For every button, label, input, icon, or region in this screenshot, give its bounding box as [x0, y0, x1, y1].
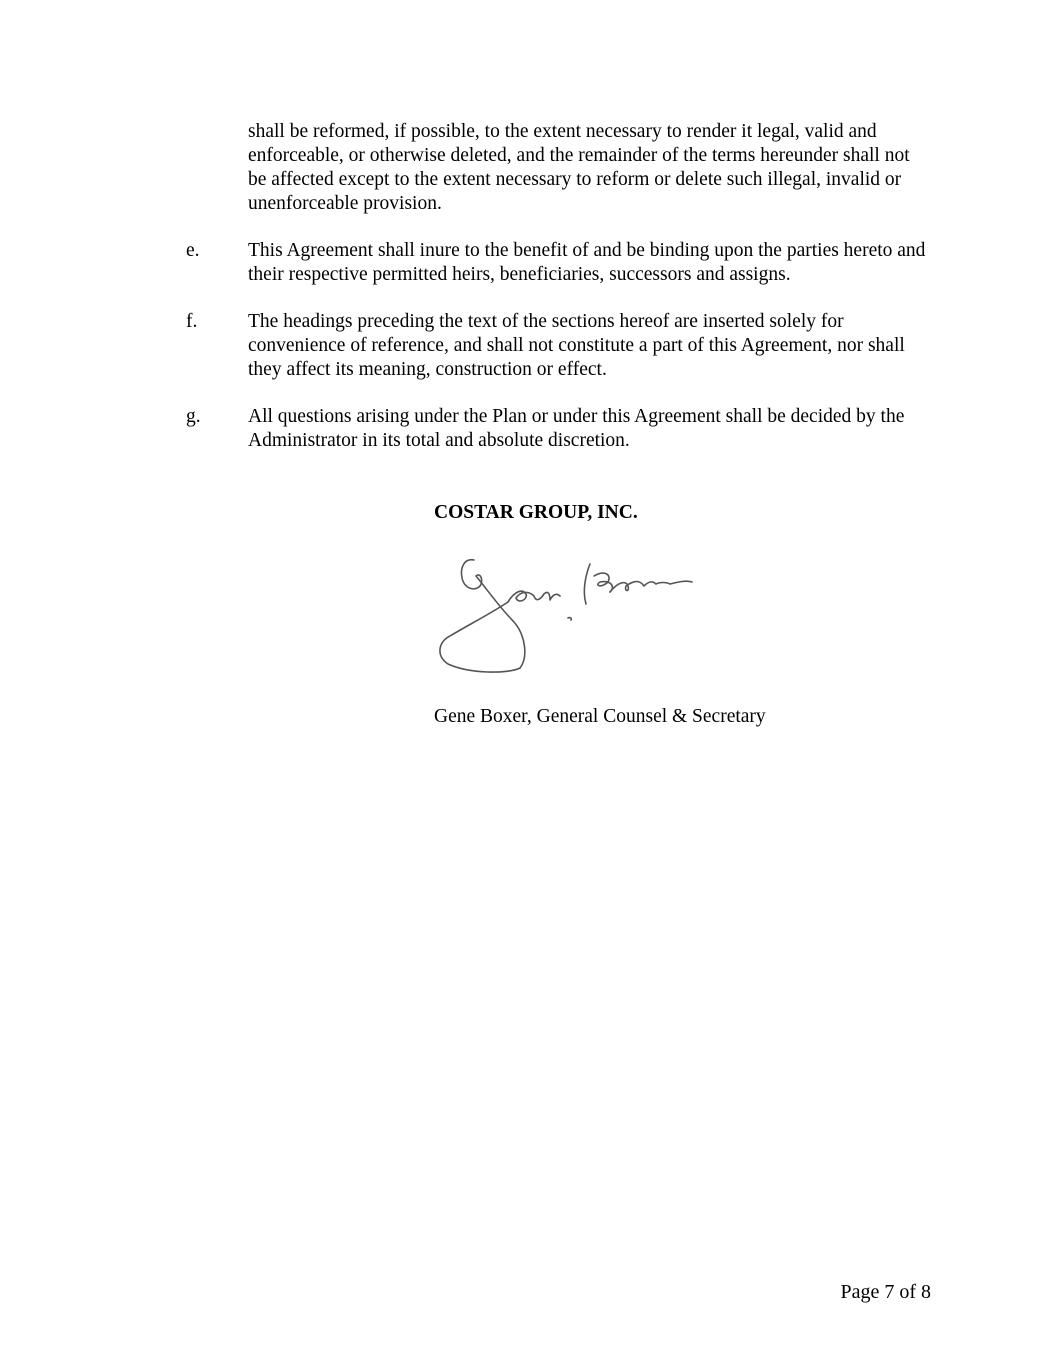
- page-number: Page 7 of 8: [840, 1281, 931, 1303]
- item-text: This Agreement shall inure to the benefit of and be binding upon the parties hereto and their respective permitted heirs, beneficiaries, successors and assigns.: [248, 240, 926, 285]
- signer-name: Gene Boxer, General Counsel & Secretary: [434, 706, 766, 727]
- item-text: The headings preceding the text of the sections hereof are inserted solely for convenience of reference, and shall not constitute a part of this Agreement, nor shall they affect its meaning, construction or effect.: [248, 311, 905, 380]
- item-label: e.: [186, 240, 200, 261]
- continuation-paragraph: shall be reformed, if possible, to the extent necessary to render it legal, valid and enforceable, or otherwise deleted, and the remainder of the terms hereunder shall not be affected except to the extent necessary to reform or delete such illegal, invalid or unenforceable provision.: [248, 121, 910, 214]
- item-text: All questions arising under the Plan or under this Agreement shall be decided by the Administrator in its total and absolute discretion.: [248, 406, 905, 451]
- item-label: f.: [186, 311, 198, 332]
- company-name: COSTAR GROUP, INC.: [434, 502, 638, 523]
- item-label: g.: [186, 406, 201, 427]
- signature-image: [430, 552, 710, 682]
